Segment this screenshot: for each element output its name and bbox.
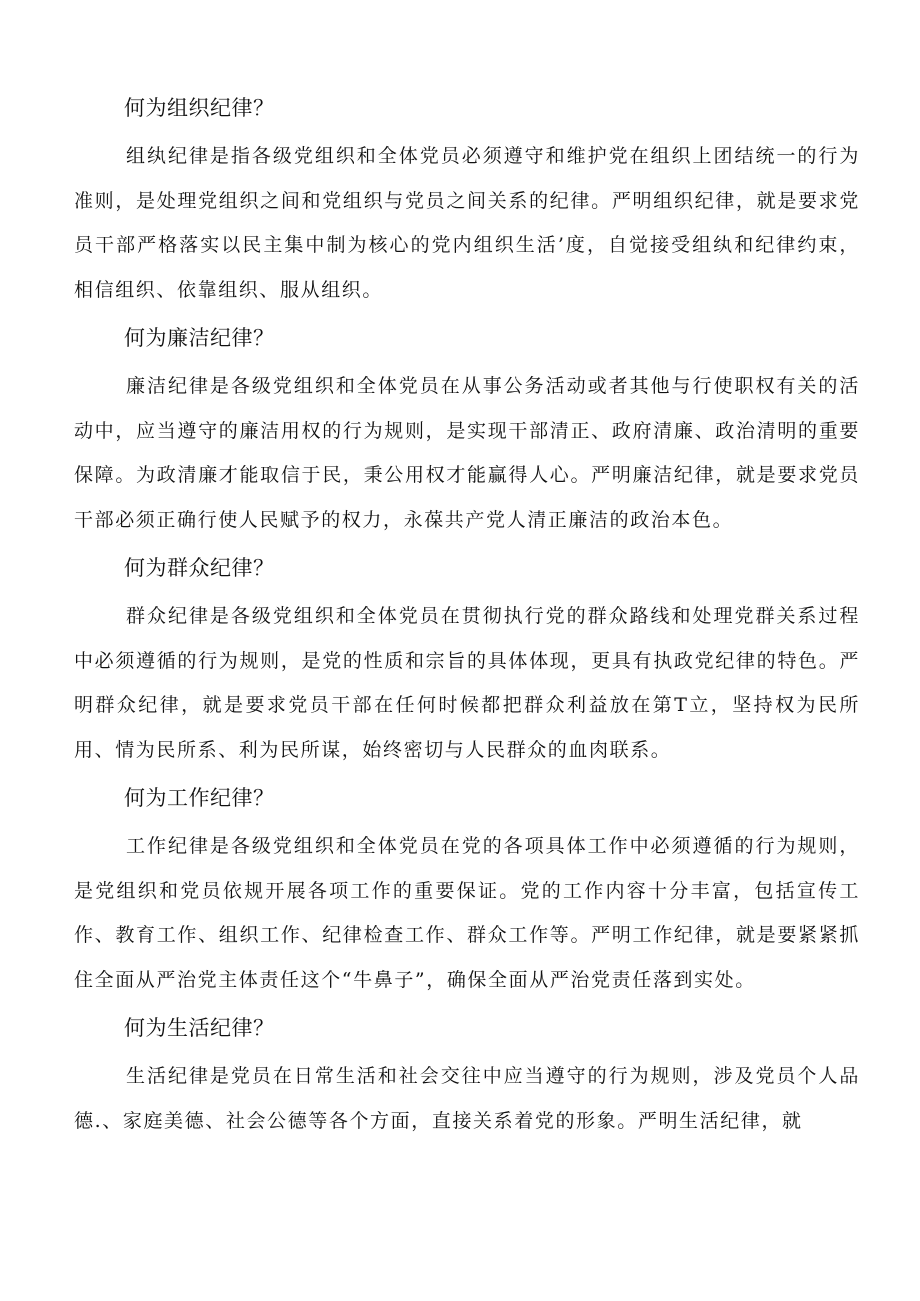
section-life-discipline xyxy=(74,1002,860,1143)
section-paragraph: 廉洁纪律是各级党组织和全体党员在从事公务活动或者其他与行使职权有关的活动中，应当遵守的廉洁用权的行为规则，是实现干部清正、政府清廉、政治清明的重要保障。为政清廉才能取信于民，秉公用权才能赢得人心。严明廉洁纪律，就是要求党员干部必须正确行使人民赋予的权力，永葆共产党人清正廉洁的政治本色。 xyxy=(74,375,860,531)
section-heading: 何为生活纪律？ xyxy=(124,1016,275,1040)
section-paragraph: 生活纪律是党员在日常生活和社会交往中应当遵守的行为规则，涉及党员个人品德.、家庭美德、社会公德等各个方面，直接关系着党的形象。严明生活纪律，就 xyxy=(74,1065,860,1132)
section-heading: 何为群众纪律？ xyxy=(124,556,275,580)
section-paragraph: 组纨纪律是指各级党组织和全体党员必须遵守和维护党在组织上团结统一的行为准则，是处理党组织之间和党组织与党员之间关系的纪律。严明组织纪律，就是要求党员干部严格落实以民主集中制为核心的党内组织生活’度，自觉接受组纨和纪律约束，相信组织、依靠组织、服从组织。 xyxy=(74,145,860,301)
section-integrity-discipline xyxy=(74,312,860,542)
section-work-discipline xyxy=(74,772,860,1002)
section-paragraph: 群众纪律是各级党组织和全体党员在贯彻执行党的群众路线和处理党群关系过程中必须遵循的行为规则，是党的性质和宗旨的具体体现，更具有执政党纪律的特色。严明群众纪律，就是要求党员干部在任何时候都把群众利益放在第T立，坚持权为民所用、情为民所系、利为民所谋，始终密切与人民群众的血肉联系。 xyxy=(74,605,860,761)
section-heading: 何为廉洁纪律？ xyxy=(124,326,275,350)
section-mass-discipline xyxy=(74,542,860,772)
section-heading: 何为组织纪律？ xyxy=(124,96,275,120)
section-heading: 何为工作纪律？ xyxy=(124,786,275,810)
section-paragraph: 工作纪律是各级党组织和全体党员在党的各项具体工作中必须遵循的行为规则，是党组织和党员依规开展各项工作的重要保证。党的工作内容十分丰富，包括宣传工作、教育工作、组织工作、纪律检查工作、群众工作等。严明工作纪律，就是要紧紧抓住全面从严治党主体责任这个“牛鼻子”，确保全面从严治党责任落到实处。 xyxy=(74,835,860,991)
section-organization-discipline xyxy=(74,82,860,312)
